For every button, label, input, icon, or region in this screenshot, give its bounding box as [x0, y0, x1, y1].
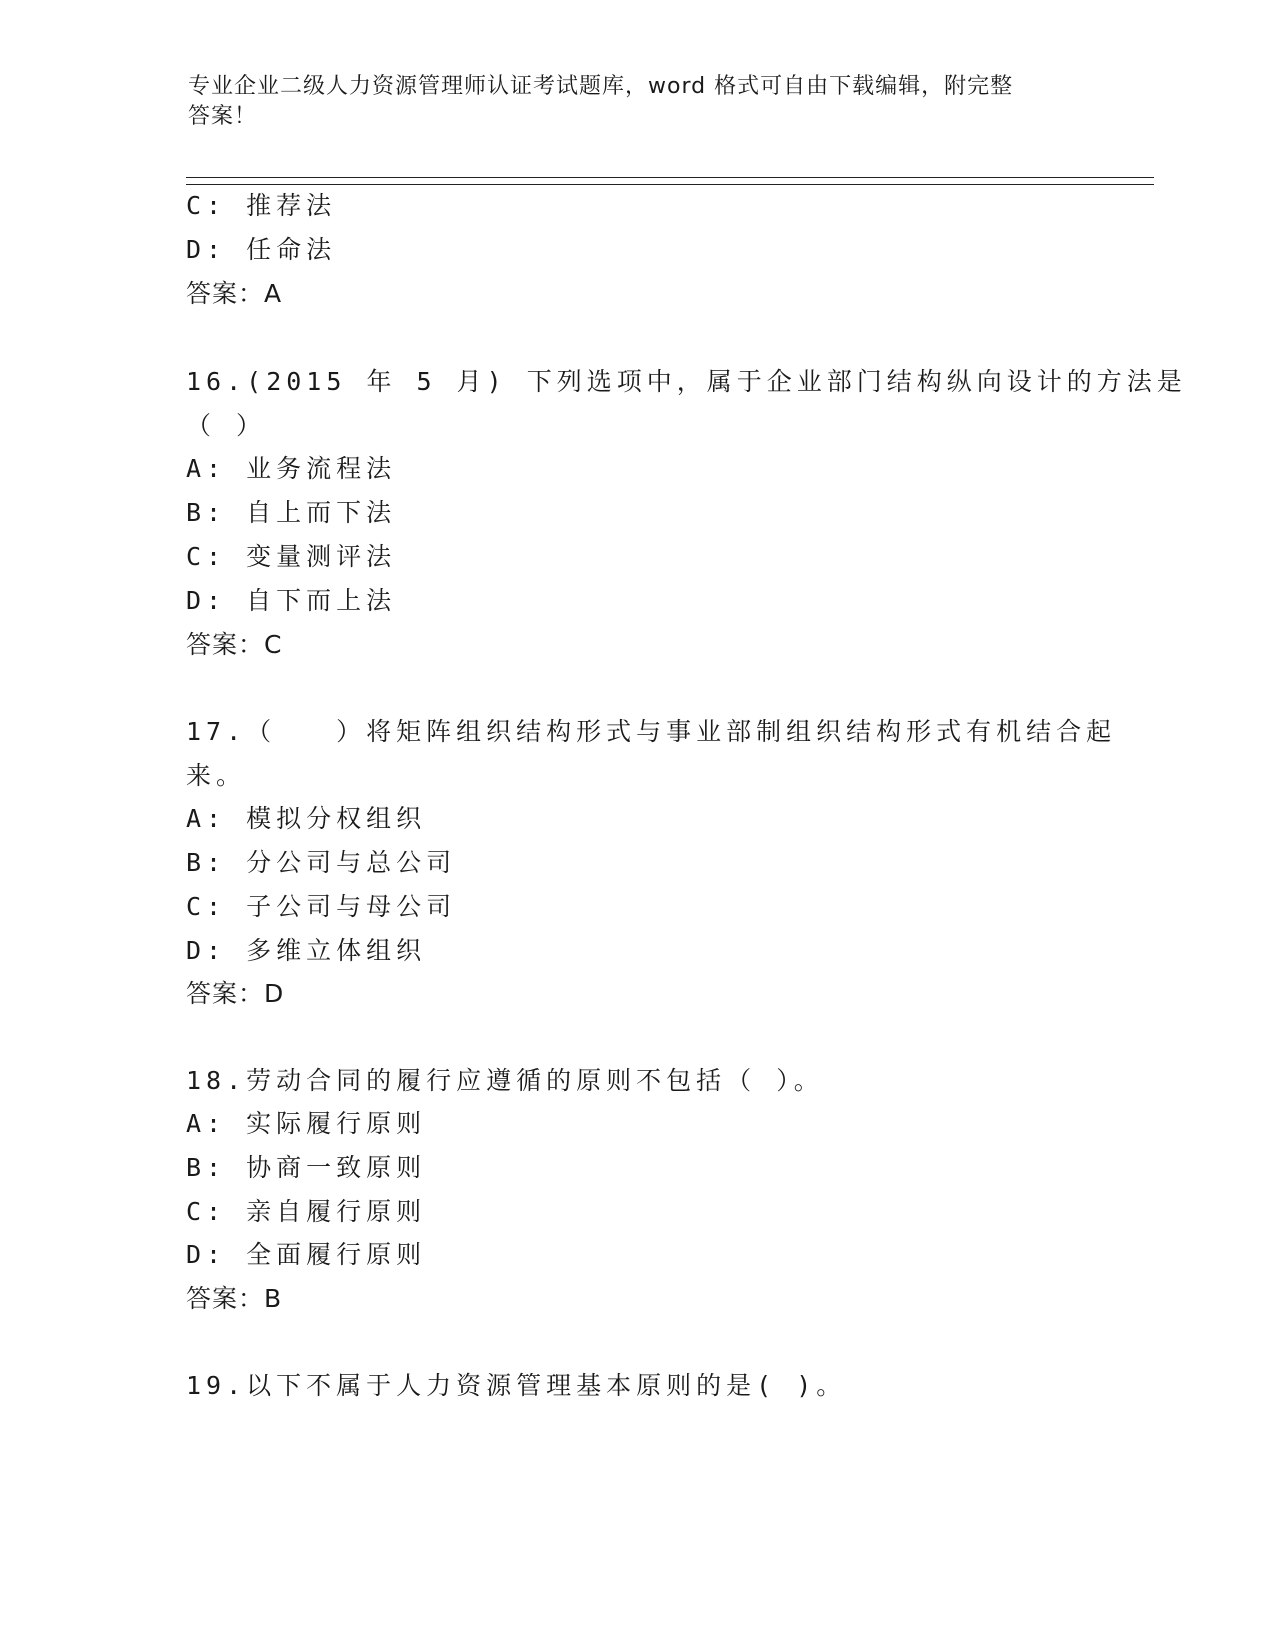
- question-17-stem-line-1: 17.（ ）将矩阵组织结构形式与事业部制组织结构形式有机结合起: [186, 717, 1117, 746]
- answer: 答案：A: [186, 279, 283, 308]
- question-18-option-a: A: 实际履行原则: [186, 1109, 427, 1138]
- question-16-answer: 答案：C: [186, 630, 283, 659]
- option-d: D: 任命法: [186, 235, 337, 264]
- header-text: [188, 72, 1088, 132]
- question-18-option-b: B: 协商一致原则: [186, 1153, 427, 1182]
- header-divider: [186, 177, 1154, 185]
- option-c: C: 推荐法: [186, 191, 337, 220]
- question-16-option-b: B: 自上而下法: [186, 498, 397, 527]
- question-17-option-b: B: 分公司与总公司: [186, 848, 457, 877]
- question-18-stem-line-1: 18.劳动合同的履行应遵循的原则不包括（ ）。: [186, 1066, 824, 1095]
- question-16-option-a: A: 业务流程法: [186, 454, 397, 483]
- question-16-stem-line-2: （ ）: [186, 411, 267, 440]
- question-16-option-c: C: 变量测评法: [186, 542, 397, 571]
- question-18-answer: 答案：B: [186, 1284, 283, 1313]
- question-16-option-d: D: 自下而上法: [186, 586, 397, 615]
- question-18-option-c: C: 亲自履行原则: [186, 1197, 427, 1226]
- question-17-option-d: D: 多维立体组织: [186, 936, 427, 965]
- question-19-stem-line-1: 19.以下不属于人力资源管理基本原则的是( )。: [186, 1371, 847, 1400]
- question-16-stem-line-1: 16.(2015 年 5 月) 下列选项中，属于企业部门结构纵向设计的方法是: [186, 367, 1187, 396]
- question-18-option-d: D: 全面履行原则: [186, 1240, 427, 1269]
- question-17-stem-line-2: 来。: [186, 761, 247, 790]
- header-line-2: 答案！: [188, 104, 258, 129]
- question-17-answer: 答案：D: [186, 979, 285, 1008]
- question-17-option-c: C: 子公司与母公司: [186, 892, 457, 921]
- question-17-option-a: A: 模拟分权组织: [186, 804, 427, 833]
- header-line-1: 专业企业二级人力资源管理师认证考试题库，word 格式可自由下载编辑，附完整: [188, 74, 1014, 99]
